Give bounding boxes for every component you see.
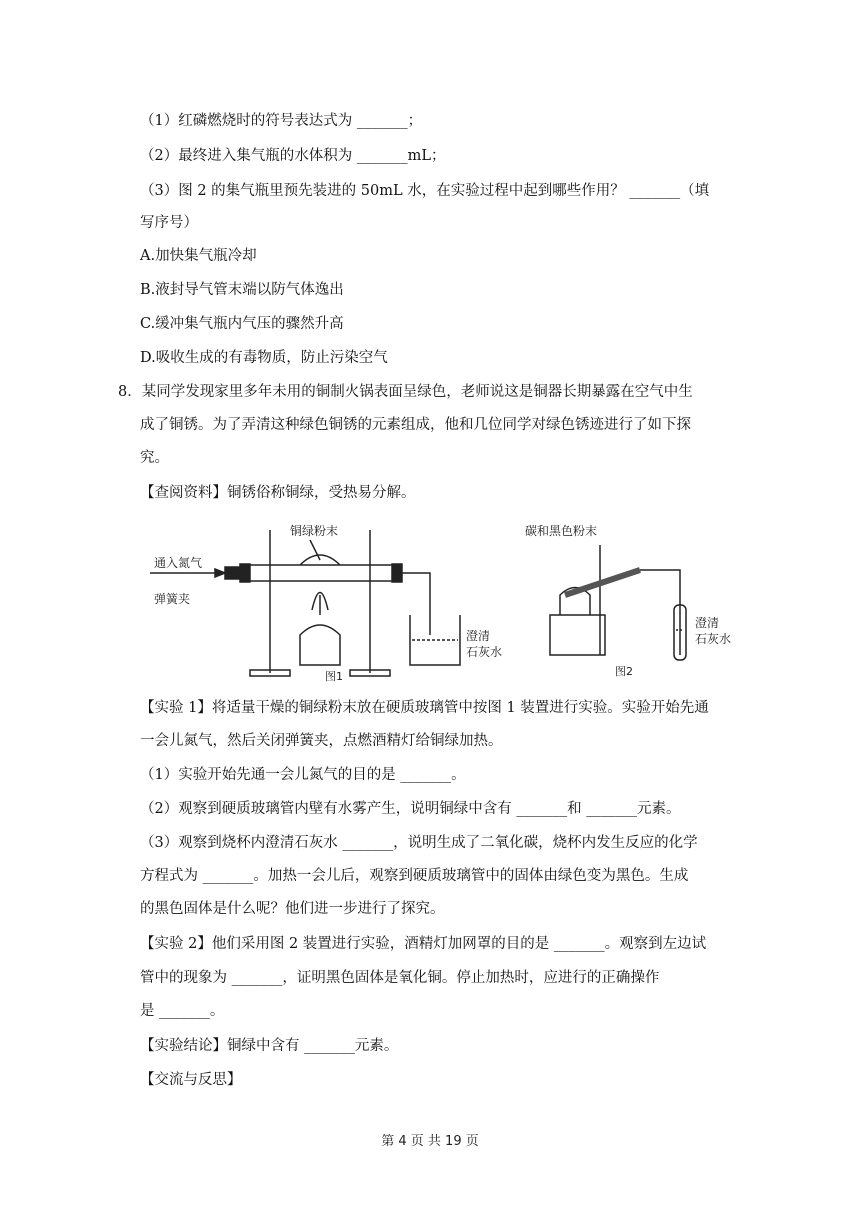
text-line: 是 _______。: [140, 1003, 225, 1019]
alcohol-lamp: [300, 625, 340, 665]
text-line: 究。: [140, 450, 169, 466]
label-limewater-1: 澄清: [466, 629, 491, 643]
text-line: （3）图 2 的集气瓶里预先装进的 50mL 水，在实验过程中起到哪些作用？ _______（填: [140, 183, 710, 199]
text-line: 成了铜锈。为了弄清这种绿色铜锈的元素组成，他和几位同学对绿色锈迹进行了如下探: [140, 417, 691, 433]
label-clamp: 弹簧夹: [154, 592, 191, 606]
text-line: 【实验 1】将适量干燥的铜绿粉末放在硬质玻璃管中按图 1 装置进行实验。实验开始先通: [140, 700, 709, 716]
apparatus-diagram: [140, 515, 740, 685]
text-line: 一会儿氮气，然后关闭弹簧夹，点燃酒精灯给铜绿加热。: [140, 733, 503, 749]
page-footer: 第 4 页 共 19 页: [381, 1134, 479, 1149]
text-line: （2）最终进入集气瓶的水体积为 _______mL；: [140, 148, 446, 164]
caption-fig1: 图1: [325, 670, 343, 683]
text-line: 的黑色固体是什么呢？他们进一步进行了探究。: [140, 901, 445, 917]
label-limewater-2: 石灰水: [466, 645, 503, 659]
text-line: 【实验结论】铜绿中含有 _______元素。: [140, 1038, 399, 1054]
option-b: B.液封导气管末端以防气体逸出: [140, 282, 344, 298]
text-line: 写序号）: [140, 215, 198, 231]
text-line: 管中的现象为 _______，证明黑色固体是氧化铜。停止加热时，应进行的正确操作: [140, 970, 660, 986]
text-line: 【实验 2】他们采用图 2 装置进行实验，酒精灯加网罩的目的是 _______。观察到左边试: [140, 936, 707, 952]
test-tube-left: [565, 570, 640, 595]
text-line: （1）红磷燃烧时的符号表达式为 _______；: [140, 113, 423, 129]
option-c: C.缓冲集气瓶内气压的骤然升高: [140, 316, 344, 332]
label-limewater-fig2-1: 澄清: [695, 616, 720, 630]
label-carbon-powder: 碳和黑色粉末: [525, 524, 598, 538]
text-line: （2）观察到硬质玻璃管内壁有水雾产生，说明铜绿中含有 _______和 _______元素。: [140, 801, 681, 817]
text-line: （3）观察到烧杯内澄清石灰水 _______，说明生成了二氧化碳，烧杯内发生反应的化学: [140, 835, 698, 851]
glass-tube: [245, 565, 395, 581]
text-line: （1）实验开始先通一会儿氮气的目的是 _______。: [140, 767, 466, 783]
text-line: 【交流与反思】: [140, 1072, 242, 1088]
label-limewater-fig2-2: 石灰水: [695, 632, 732, 646]
option-d: D.吸收生成的有毒物质，防止污染空气: [140, 350, 388, 366]
text-line: 【查阅资料】铜锈俗称铜绿，受热易分解。: [140, 485, 416, 501]
apparatus-figure: [140, 515, 740, 685]
label-nitrogen: 通入氮气: [154, 556, 203, 570]
text-line: 方程式为 _______。加热一会儿后，观察到硬质玻璃管中的固体由绿色变为黑色。生成: [140, 868, 689, 884]
question-8-line: 8．某同学发现家里多年未用的铜制火锅表面呈绿色，老师说这是铜器长期暴露在空气中生: [118, 384, 693, 400]
wood-block: [550, 615, 605, 655]
arrow-head-icon: [215, 569, 225, 577]
label-powder: 铜绿粉末: [290, 524, 339, 538]
caption-fig2: 图2: [615, 665, 633, 678]
delivery-tube: [402, 573, 430, 635]
option-a: A.加快集气瓶冷却: [140, 248, 257, 264]
